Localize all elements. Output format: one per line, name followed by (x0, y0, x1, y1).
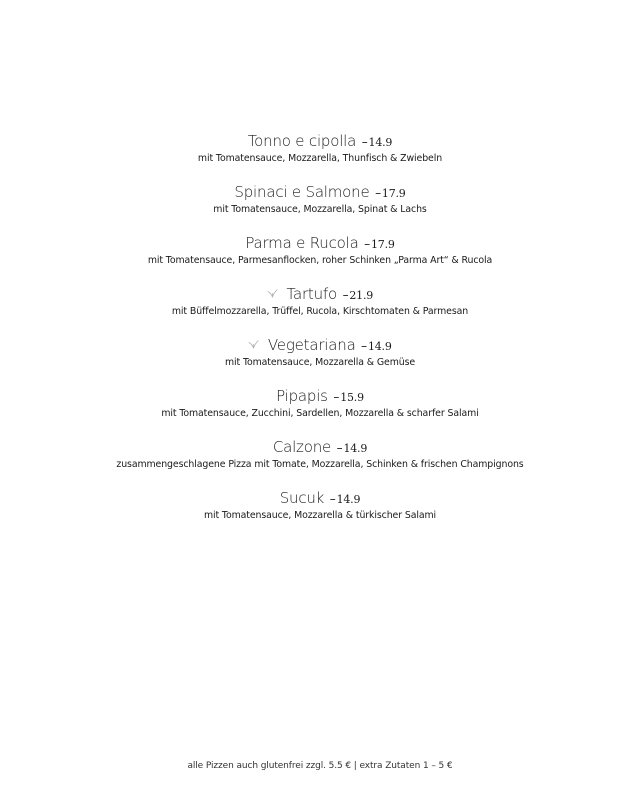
menu-item-name: Calzone (272, 438, 332, 456)
menu-item-price: 17.9 (381, 187, 406, 200)
menu-item-title (0, 387, 640, 407)
menu-item-title (0, 489, 640, 509)
menu-item-name: Tartufo (286, 285, 337, 303)
menu-item-price: 15.9 (340, 391, 364, 404)
price-dash: – (361, 135, 368, 149)
menu-item-description: mit Tomatensauce, Mozzarella, Spinat & Lachs (213, 204, 427, 215)
price-dash: – (375, 186, 381, 200)
menu-item-title (0, 234, 640, 254)
price-dash: – (333, 390, 340, 404)
menu-item-title (0, 285, 640, 305)
price-dash: – (364, 237, 370, 251)
menu-item-description: zusammengeschlagene Pizza mit Tomate, Mozzarella, Schinken & frischen Champignons (116, 459, 524, 470)
menu-item-description: mit Tomatensauce, Mozzarella, Thunfisch & Zwiebeln (197, 153, 443, 164)
price-dash: – (342, 288, 349, 302)
menu-item (0, 234, 640, 268)
menu-item-name: Vegetariana (267, 336, 356, 354)
menu-item-name: Spinaci e Salmone (234, 183, 370, 201)
menu-item-name: Parma e Rucola (245, 234, 359, 252)
menu-item (0, 336, 640, 370)
leaf-icon (248, 338, 259, 349)
menu-item-name: Tonno e cipolla (247, 132, 357, 150)
menu-item (0, 132, 640, 166)
menu-item (0, 489, 640, 523)
menu-item-title (0, 336, 640, 356)
menu-item-price: 14.9 (368, 136, 393, 149)
menu-item-price: 21.9 (349, 289, 374, 302)
menu-item-price: 14.9 (336, 493, 361, 506)
menu-item-name: Pipapis (276, 387, 328, 405)
menu-item-name: Sucuk (279, 489, 325, 507)
price-dash: – (336, 441, 343, 455)
price-dash: – (361, 339, 367, 353)
menu-item (0, 387, 640, 421)
menu-item-title (0, 132, 640, 152)
menu-item (0, 438, 640, 472)
menu-item-price: 17.9 (370, 238, 395, 251)
menu-item-description: mit Tomatensauce, Mozzarella & Gemüse (224, 357, 416, 368)
menu-item-description: mit Tomatensauce, Zucchini, Sardellen, Mozzarella & scharfer Salami (161, 408, 479, 419)
menu-item (0, 183, 640, 217)
menu-item-description: mit Büffelmozzarella, Trüffel, Rucola, Kirschtomaten & Parmesan (171, 306, 469, 317)
footer-note: alle Pizzen auch glutenfrei zzgl. 5.5 € | extra Zutaten 1 – 5 € (187, 761, 453, 771)
menu-item-price: 14.9 (367, 340, 392, 353)
menu-item-title (0, 183, 640, 203)
menu-item (0, 285, 640, 319)
menu-item-description: mit Tomatensauce, Mozzarella & türkischer Salami (203, 510, 437, 521)
price-dash: – (329, 492, 336, 506)
menu-item-title (0, 438, 640, 458)
leaf-icon (267, 287, 278, 298)
pizza-menu (0, 132, 640, 540)
menu-item-price: 14.9 (343, 442, 368, 455)
menu-item-description: mit Tomatensauce, Parmesanflocken, roher Schinken „Parma Art“ & Rucola (147, 255, 493, 266)
